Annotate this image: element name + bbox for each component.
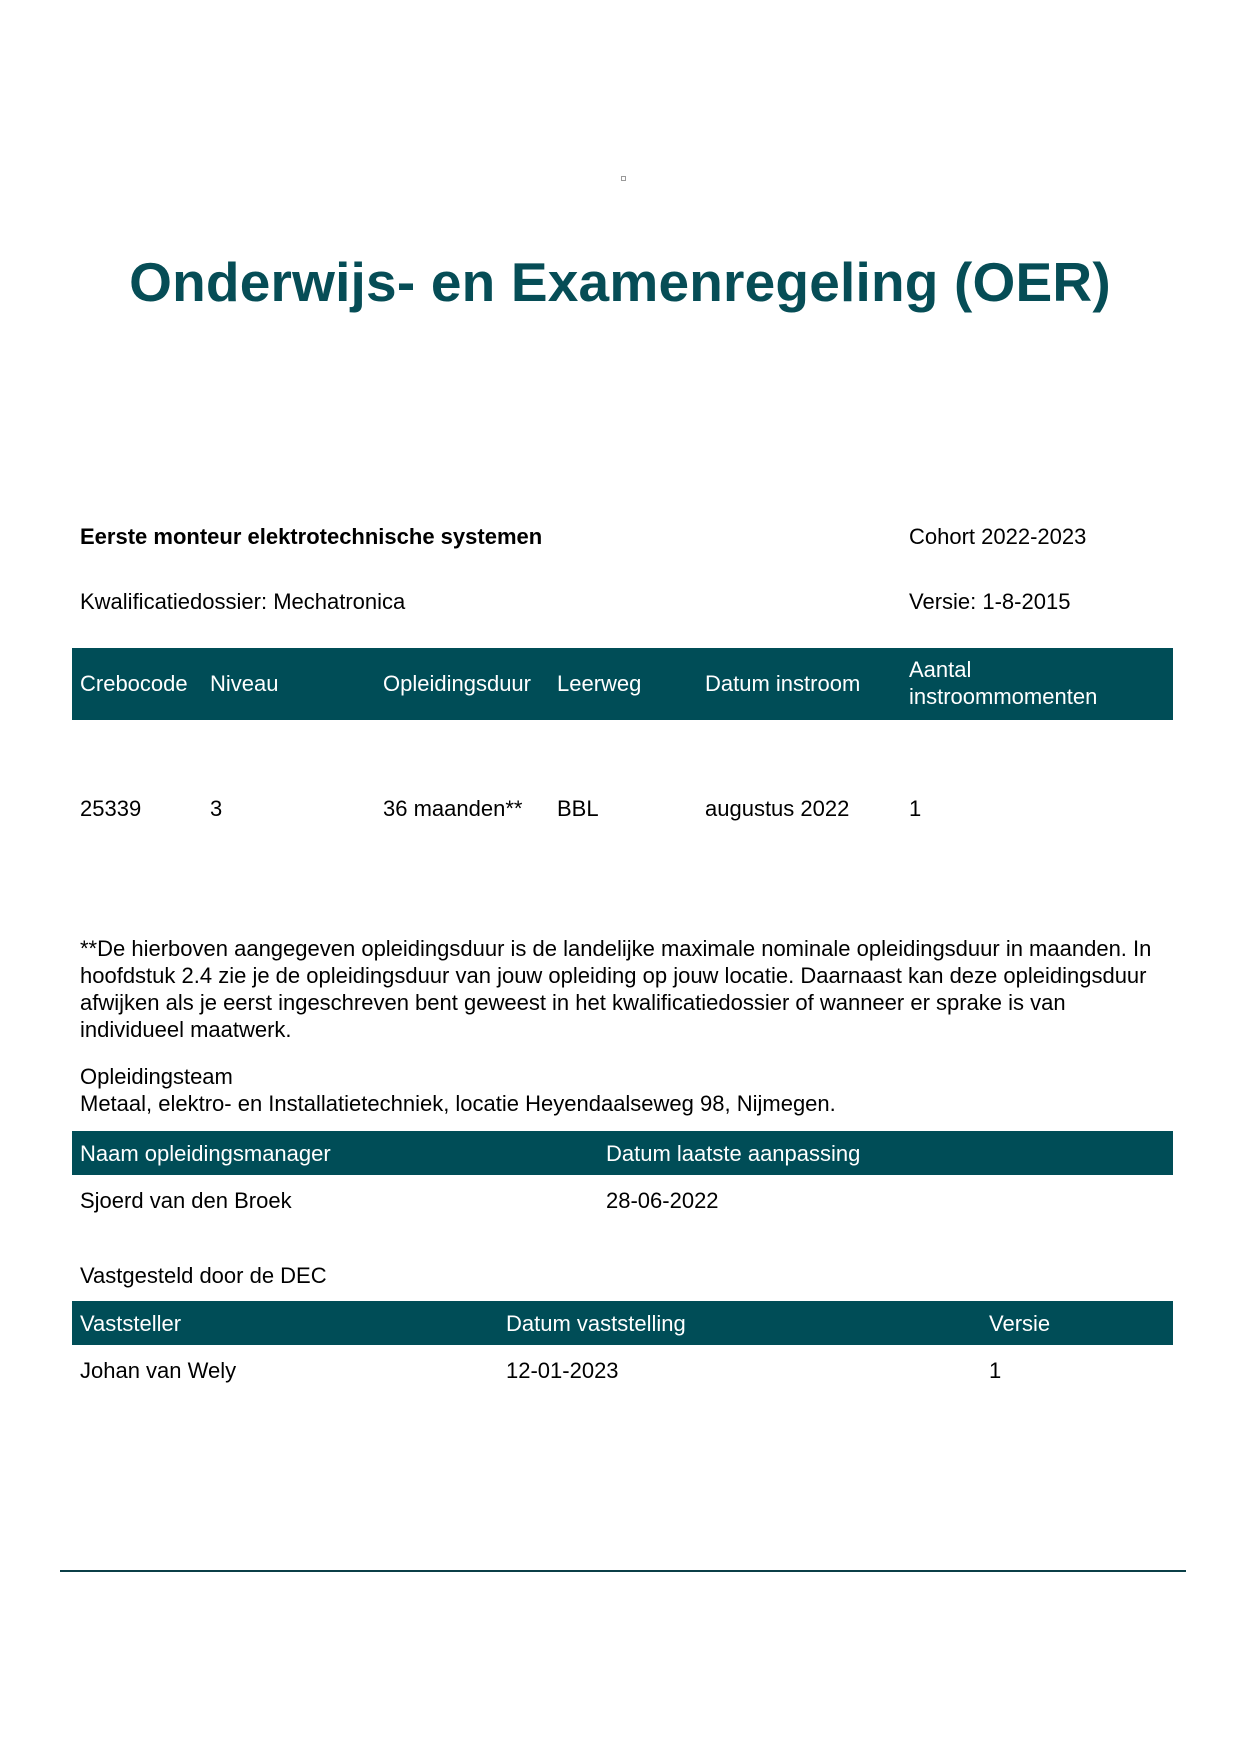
- header-niveau: Niveau: [210, 671, 279, 696]
- header-vaststeller: Vaststeller: [80, 1311, 182, 1336]
- cell-leerweg: BBL: [557, 796, 599, 821]
- header-leerweg: Leerweg: [557, 671, 642, 696]
- program-table-row: [72, 720, 1173, 910]
- cell-last-modified: 28-06-2022: [606, 1188, 719, 1213]
- cell-manager-name: Sjoerd van den Broek: [80, 1188, 292, 1213]
- header-opleidingsduur: Opleidingsduur: [383, 671, 531, 696]
- header-datum-laatste-aanpassing: Datum laatste aanpassing: [606, 1141, 861, 1166]
- cell-niveau: 3: [210, 796, 223, 821]
- program-table-header: [72, 648, 1173, 720]
- header-datum-vaststelling: Datum vaststelling: [506, 1311, 686, 1336]
- cell-versie: 1: [989, 1358, 1002, 1383]
- qualification-file: Kwalificatiedossier: Mechatronica: [80, 589, 406, 614]
- cell-datum-instroom: augustus 2022: [705, 796, 850, 821]
- manager-table-row: [72, 1175, 1173, 1225]
- placeholder-marker: [621, 176, 626, 181]
- cell-datum-vaststelling: 12-01-2023: [506, 1358, 619, 1383]
- header-crebocode: Crebocode: [80, 671, 188, 696]
- team-location: Metaal, elektro- en Installatietechniek, locatie Heyendaalseweg 98, Nijmegen.: [80, 1091, 836, 1116]
- duration-footnote: **De hierboven aangegeven opleidingsduur is de landelijke maximale nominale opleidingsduur in maanden. In hoofdstuk 2.4 zie je de opleidingsduur van jouw opleiding op jouw locatie. Daarnaast kan deze opleidingsduur afwijken als je eerst ingeschreven bent geweest in het kwalificatiedossier of wanneer er sprake is van individueel maatwerk.: [80, 936, 1152, 1042]
- page-title: Onderwijs- en Examenregeling (OER): [129, 251, 1111, 313]
- footer-divider: [60, 1570, 1186, 1572]
- dec-table-header: [72, 1301, 1173, 1345]
- header-datum-instroom: Datum instroom: [705, 671, 861, 696]
- version-label: Versie: 1-8-2015: [909, 589, 1071, 614]
- cell-instroommomenten: 1: [909, 796, 922, 821]
- header-aantal: Aantal: [909, 657, 972, 682]
- team-label: Opleidingsteam: [80, 1064, 233, 1089]
- cell-opleidingsduur: 36 maanden**: [383, 796, 523, 821]
- cell-vaststeller: Johan van Wely: [80, 1358, 237, 1383]
- manager-table-header: [72, 1131, 1173, 1175]
- dec-label: Vastgesteld door de DEC: [80, 1263, 327, 1288]
- header-naam-opleidingsmanager: Naam opleidingsmanager: [80, 1141, 331, 1166]
- header-versie: Versie: [989, 1311, 1051, 1336]
- header-instroommomenten: instroommomenten: [909, 684, 1098, 709]
- dec-table-row: [72, 1345, 1173, 1395]
- cohort-label: Cohort 2022-2023: [909, 524, 1087, 549]
- program-name: Eerste monteur elektrotechnische systemen: [80, 524, 543, 549]
- cell-crebocode: 25339: [80, 796, 142, 821]
